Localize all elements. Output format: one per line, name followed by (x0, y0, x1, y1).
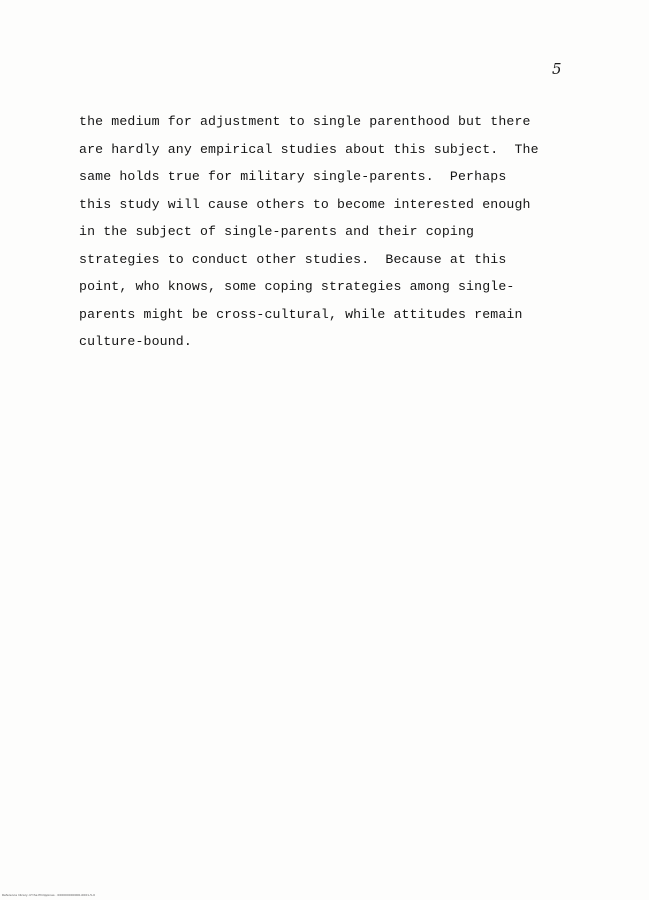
body-paragraph (79, 108, 559, 356)
text-line: parents might be cross-cultural, while attitudes remain (79, 306, 523, 322)
text-line: strategies to conduct other studies. Because at this (79, 251, 507, 267)
text-line: culture-bound. (79, 334, 192, 349)
text-line: in the subject of single-parents and their coping (79, 224, 475, 239)
text-line: are hardly any empirical studies about this subject. The (79, 141, 539, 157)
page-number: 5 (552, 60, 562, 78)
text-line: same holds true for military single-parents. Perhaps (79, 169, 507, 184)
text-line: this study will cause others to become interested enough (79, 196, 531, 212)
text-line: the medium for adjustment to single parenthood but there (79, 114, 531, 129)
scan-footer-note: Reference library of the Philippines · 000000000000-0001-5-0 (2, 893, 96, 897)
text-line: point, who knows, some coping strategies among single- (79, 279, 515, 294)
